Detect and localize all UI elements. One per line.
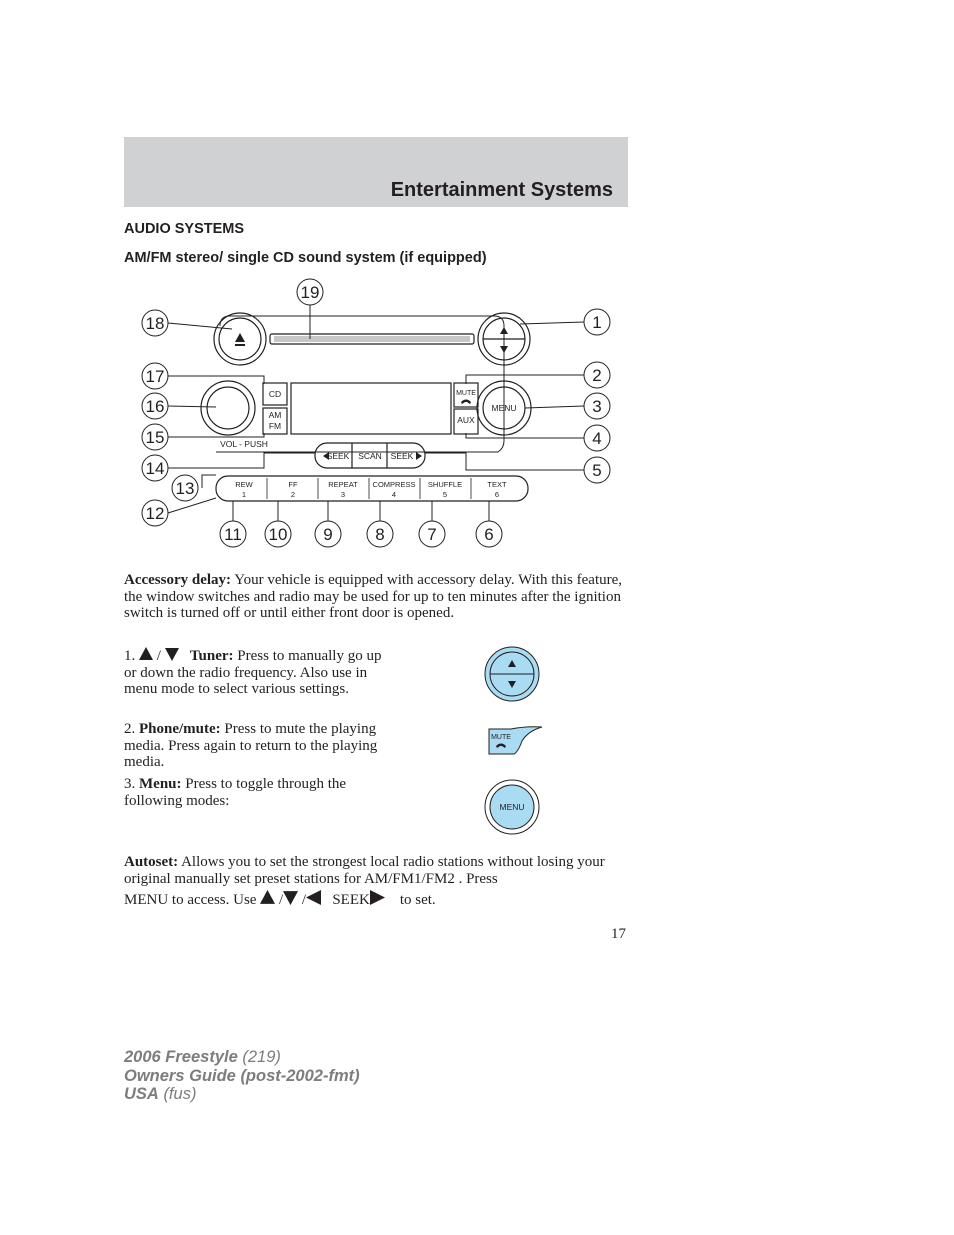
callout-11: 11 <box>224 525 242 544</box>
item-number: 2. <box>124 721 136 737</box>
callout-19: 19 <box>300 283 320 302</box>
preset-label: REPEAT <box>328 480 358 489</box>
preset-label: TEXT <box>487 480 507 489</box>
item-phone-mute <box>124 721 384 771</box>
scan-label: SCAN <box>358 451 382 461</box>
preset-label: FF <box>288 480 298 489</box>
cd-button-label: CD <box>268 389 282 399</box>
footer-model: 2006 Freestyle <box>124 1048 238 1066</box>
callout-9: 9 <box>323 525 333 544</box>
page-title: Entertainment Systems <box>390 179 613 201</box>
callout-14: 14 <box>145 459 165 478</box>
section-title: AUDIO SYSTEMS <box>124 221 245 237</box>
item-menu <box>124 776 384 809</box>
item-text: Press to manually go up or down the radio frequency. Also use in menu mode to select various settings. <box>124 648 382 697</box>
menu-button-icon <box>483 778 541 836</box>
item-tuner: 1. / Tuner: Press to manually go up or down the radio frequency. Also use in menu mode to select various settings. <box>124 648 382 697</box>
mute-button-label: MUTE <box>456 390 476 397</box>
seek-left-label: SEEK <box>326 451 350 461</box>
callout-10: 10 <box>268 525 288 544</box>
accessory-delay-label: Accessory delay: <box>124 572 232 588</box>
am-button-label: AM <box>268 410 282 420</box>
footer-guide: Owners Guide (post-2002-fmt) <box>124 1066 360 1085</box>
tuner-button-icon <box>483 645 541 703</box>
callout-5: 5 <box>592 461 602 480</box>
callout-3: 3 <box>592 397 602 416</box>
radio-diagram <box>124 276 628 552</box>
callout-16: 16 <box>145 397 165 416</box>
right-arrow-icon <box>370 890 385 905</box>
item-number: 1. <box>124 648 136 664</box>
callout-4: 4 <box>592 429 602 448</box>
preset-label: COMPRESS <box>372 480 416 489</box>
accessory-delay-paragraph <box>124 572 630 622</box>
callout-8: 8 <box>375 525 385 544</box>
autoset-paragraph <box>124 854 630 887</box>
preset-label: SHUFFLE <box>427 480 463 489</box>
autoset-end: to set. <box>399 892 436 908</box>
vol-label: VOL - PUSH <box>220 439 268 449</box>
item-label: Menu: <box>139 776 182 792</box>
autoset-line-2: MENU to access. Use / / SEEK to set. <box>124 892 436 908</box>
left-arrow-icon <box>306 890 321 905</box>
page-number: 17 <box>611 926 626 942</box>
up-arrow-icon <box>139 647 153 661</box>
autoset-label: Autoset: <box>124 854 179 870</box>
preset-num: 5 <box>442 490 448 499</box>
menu-button-label: MENU <box>491 403 517 413</box>
menu-icon-label: MENU <box>499 802 525 812</box>
item-label: Phone/mute: <box>139 721 221 737</box>
autoset-line-start: MENU to access. Use <box>124 892 257 908</box>
callout-15: 15 <box>145 428 165 447</box>
up-arrow-icon <box>260 890 275 905</box>
preset-num: 6 <box>494 490 500 499</box>
footer-model-code: (219) <box>242 1048 281 1066</box>
callout-7: 7 <box>427 525 437 544</box>
callout-6: 6 <box>484 525 494 544</box>
item-text: Press to toggle through the following modes: <box>124 776 347 809</box>
seek-text: SEEK <box>332 892 370 908</box>
callout-12: 12 <box>145 504 165 523</box>
aux-button-label: AUX <box>457 415 475 425</box>
down-arrow-icon <box>165 647 179 661</box>
callout-1: 1 <box>592 313 602 332</box>
fm-button-label: FM <box>268 421 282 431</box>
preset-num: 3 <box>340 490 346 499</box>
preset-num: 1 <box>241 490 247 499</box>
footer-region: USA <box>124 1085 159 1103</box>
callout-18: 18 <box>145 314 165 333</box>
seek-right-label: SEEK <box>390 451 414 461</box>
subsection-title: AM/FM stereo/ single CD sound system (if equipped) <box>124 250 487 266</box>
down-arrow-icon <box>283 890 298 905</box>
accessory-delay-text: Your vehicle is equipped with accessory delay. With this feature, the window switches and radio may be used for up to ten minutes after the ignition switch is turned off or until either front door is opened. <box>124 572 623 621</box>
item-label: Tuner: <box>189 648 234 664</box>
mute-icon-label: MUTE <box>491 734 511 741</box>
mute-button-icon <box>486 725 544 757</box>
header-band <box>124 137 628 207</box>
footer <box>124 1048 360 1104</box>
preset-num: 2 <box>290 490 296 499</box>
callout-13: 13 <box>175 479 195 498</box>
item-text: Press to mute the playing media. Press again to return to the playing media. <box>124 721 378 770</box>
autoset-text: Allows you to set the strongest local radio stations without losing your original manually set preset stations for AM/FM1/FM2 . Press <box>124 854 605 887</box>
preset-label: REW <box>235 480 253 489</box>
callout-17: 17 <box>145 367 165 386</box>
preset-num: 4 <box>391 490 397 499</box>
callout-2: 2 <box>592 366 602 385</box>
footer-region-code: (fus) <box>163 1085 197 1103</box>
item-number: 3. <box>124 776 136 792</box>
